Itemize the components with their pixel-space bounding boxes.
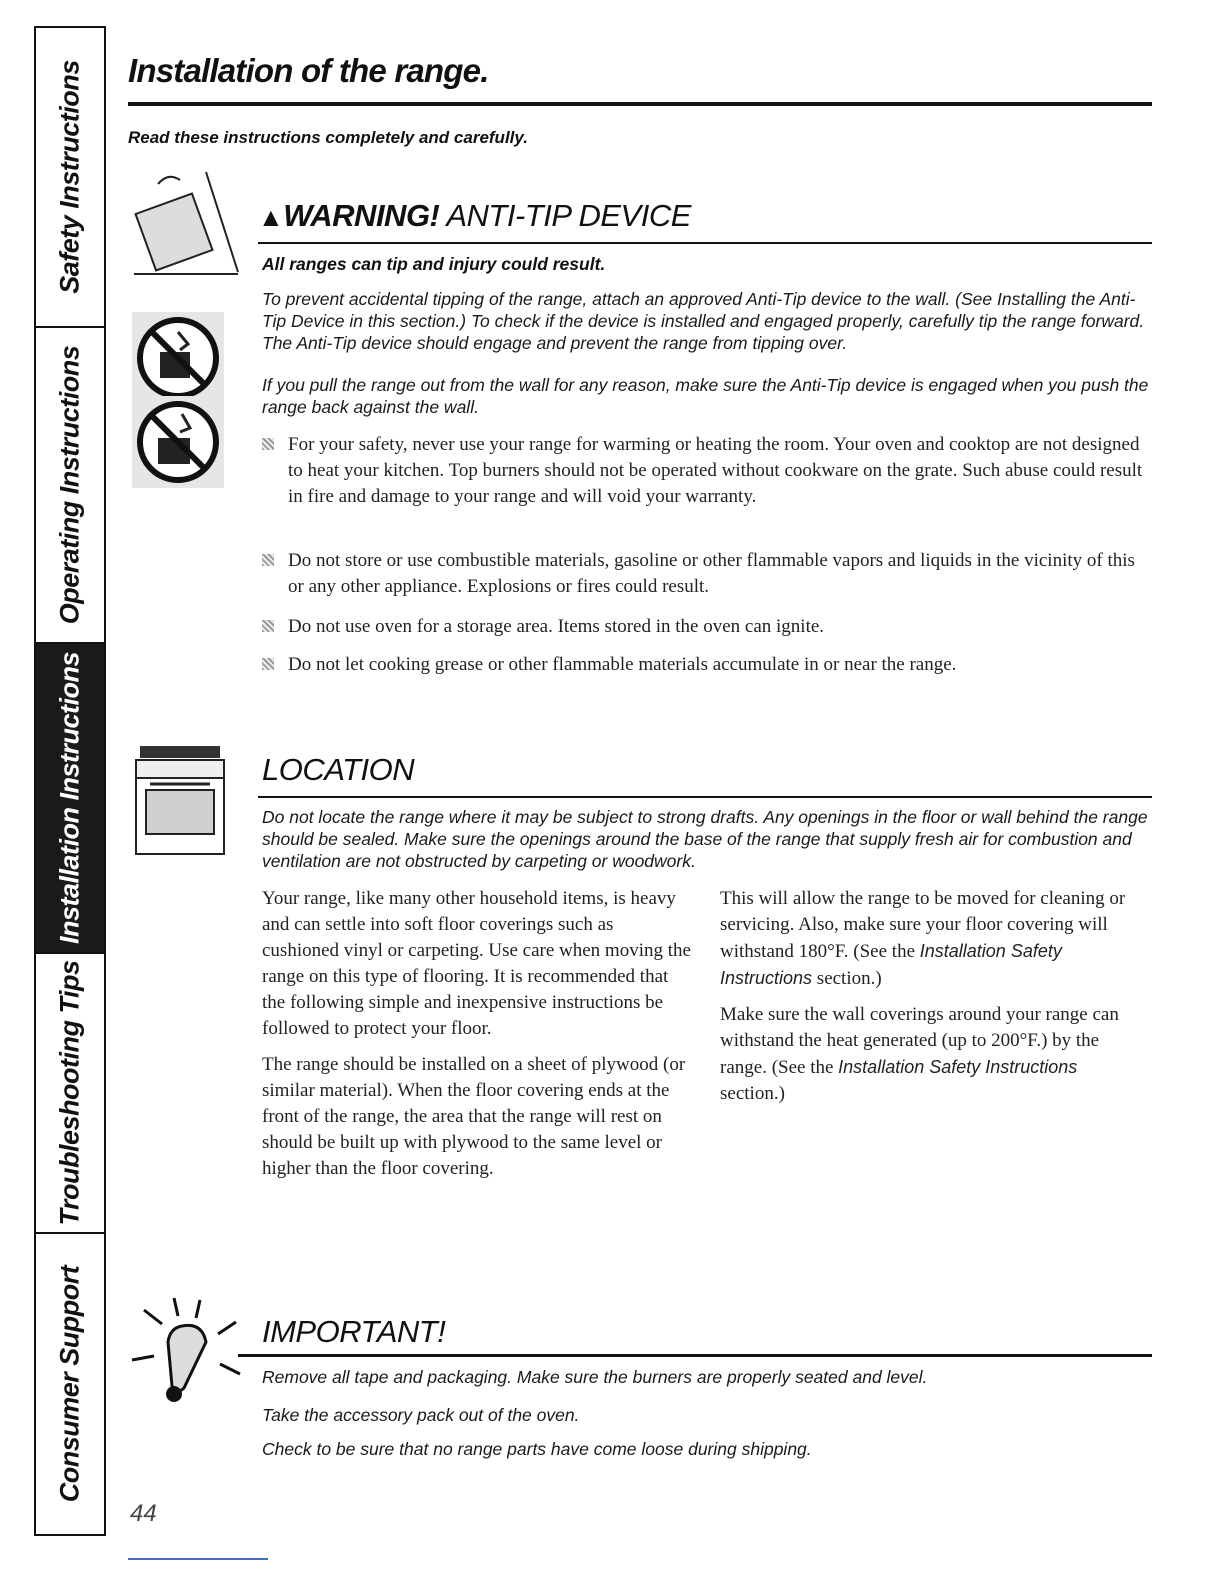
bullet-icon (262, 620, 274, 632)
warning-bullet-2: Do not store or use combustible materials, gasoline or other flammable vapors and liquids in the vicinity of this or any other appliance. Explosions or fires could result. (262, 548, 1152, 600)
warning-heading: ▲WARNING! ANTI-TIP DEVICE (258, 198, 691, 233)
location-paragraph-1: Your range, like many other household items, is heavy and can settle into soft floor coverings such as cushioned vinyl or carpeting. Use care when moving the range on this type of flooring. It is recommended that the following simple and inexpensive instructions be followed to protect your floor. (262, 888, 691, 1039)
location-paragraph-2: The range should be installed on a sheet of plywood (or similar material). When the floor covering ends at the front of the range, the area that the range will rest on should be built up with plywood to the same level or higher than the floor covering. (262, 1054, 686, 1179)
warning-paragraph-2: If you pull the range out from the wall for any reason, make sure the Anti-Tip device is engaged when you push the range back against the wall. (262, 375, 1149, 417)
page-number: 44 (130, 1500, 157, 1527)
warning-bullet-4: Do not let cooking grease or other flammable materials accumulate in or near the range. (262, 652, 1152, 678)
location-rule (258, 796, 1152, 798)
title-rule (128, 102, 1152, 106)
warning-bullet-1: For your safety, never use your range for warming or heating the room. Your oven and cooktop are not designed to heat your kitchen. Top burners should not be operated without cookware on the grate. Such abuse could result in fire and damage to your range and will void your warranty. (262, 432, 1152, 510)
location-left-column (262, 886, 694, 1192)
warning-triangle-icon: ▲ (258, 202, 284, 232)
no-climbing-icon (132, 312, 224, 404)
page-subtitle: Read these instructions completely and carefully. (128, 128, 528, 147)
location-right-column (720, 886, 1140, 1117)
footer-link-underline (128, 1558, 268, 1560)
bullet-icon (262, 658, 274, 670)
range-illustration (130, 740, 230, 860)
no-standing-on-door-icon (132, 396, 224, 488)
location-paragraph-3: This will allow the range to be moved for cleaning or servicing. Also, make sure your floor covering will withstand 180°F. (See the Installation Safety Instructions section.) (720, 888, 1126, 989)
location-paragraph-4: Make sure the wall coverings around your range can withstand the heat generated (up to 200°F.) by the range. (See the Installation Safety Instructions section.) (720, 1004, 1119, 1104)
tab-safety-instructions[interactable]: Safety Instructions (36, 28, 104, 328)
alert-exclamation-icon (124, 1290, 250, 1410)
warning-rule (258, 242, 1152, 244)
tab-operating-instructions[interactable]: Operating Instructions (36, 328, 104, 644)
bullet-icon (262, 554, 274, 566)
tab-installation-instructions[interactable]: Installation Instructions (36, 644, 104, 954)
location-heading: LOCATION (262, 752, 415, 787)
page-title: Installation of the range. (128, 52, 489, 89)
important-line-2: Take the accessory pack out of the oven. (262, 1405, 580, 1425)
tab-troubleshooting-tips[interactable]: Troubleshooting Tips (36, 954, 104, 1234)
important-rule (238, 1354, 1152, 1357)
range-tipping-illustration (128, 162, 256, 290)
warning-lead: All ranges can tip and injury could result. (262, 254, 606, 274)
section-tabs (34, 26, 106, 1536)
tab-consumer-support[interactable]: Consumer Support (54, 1265, 85, 1503)
bullet-icon (262, 438, 274, 450)
warning-bullet-3: Do not use oven for a storage area. Items stored in the oven can ignite. (262, 614, 1152, 640)
important-line-1: Remove all tape and packaging. Make sure the burners are properly seated and level. (262, 1367, 928, 1387)
important-heading: IMPORTANT! (262, 1314, 446, 1349)
location-lead: Do not locate the range where it may be subject to strong drafts. Any openings in the floor or wall behind the range should be sealed. Make sure the openings around the base of the range that supply fresh air for combustion and ventilation are not obstructed by carpeting or woodwork. (262, 807, 1148, 871)
important-line-3: Check to be sure that no range parts have come loose during shipping. (262, 1439, 812, 1459)
warning-paragraph-1: To prevent accidental tipping of the range, attach an approved Anti-Tip device to the wall. (See Installing the Anti-Tip Device in this section.) To check if the device is installed and engaged properly, carefully tip the range forward. The Anti-Tip device should engage and prevent the range from tipping over. (262, 289, 1145, 353)
